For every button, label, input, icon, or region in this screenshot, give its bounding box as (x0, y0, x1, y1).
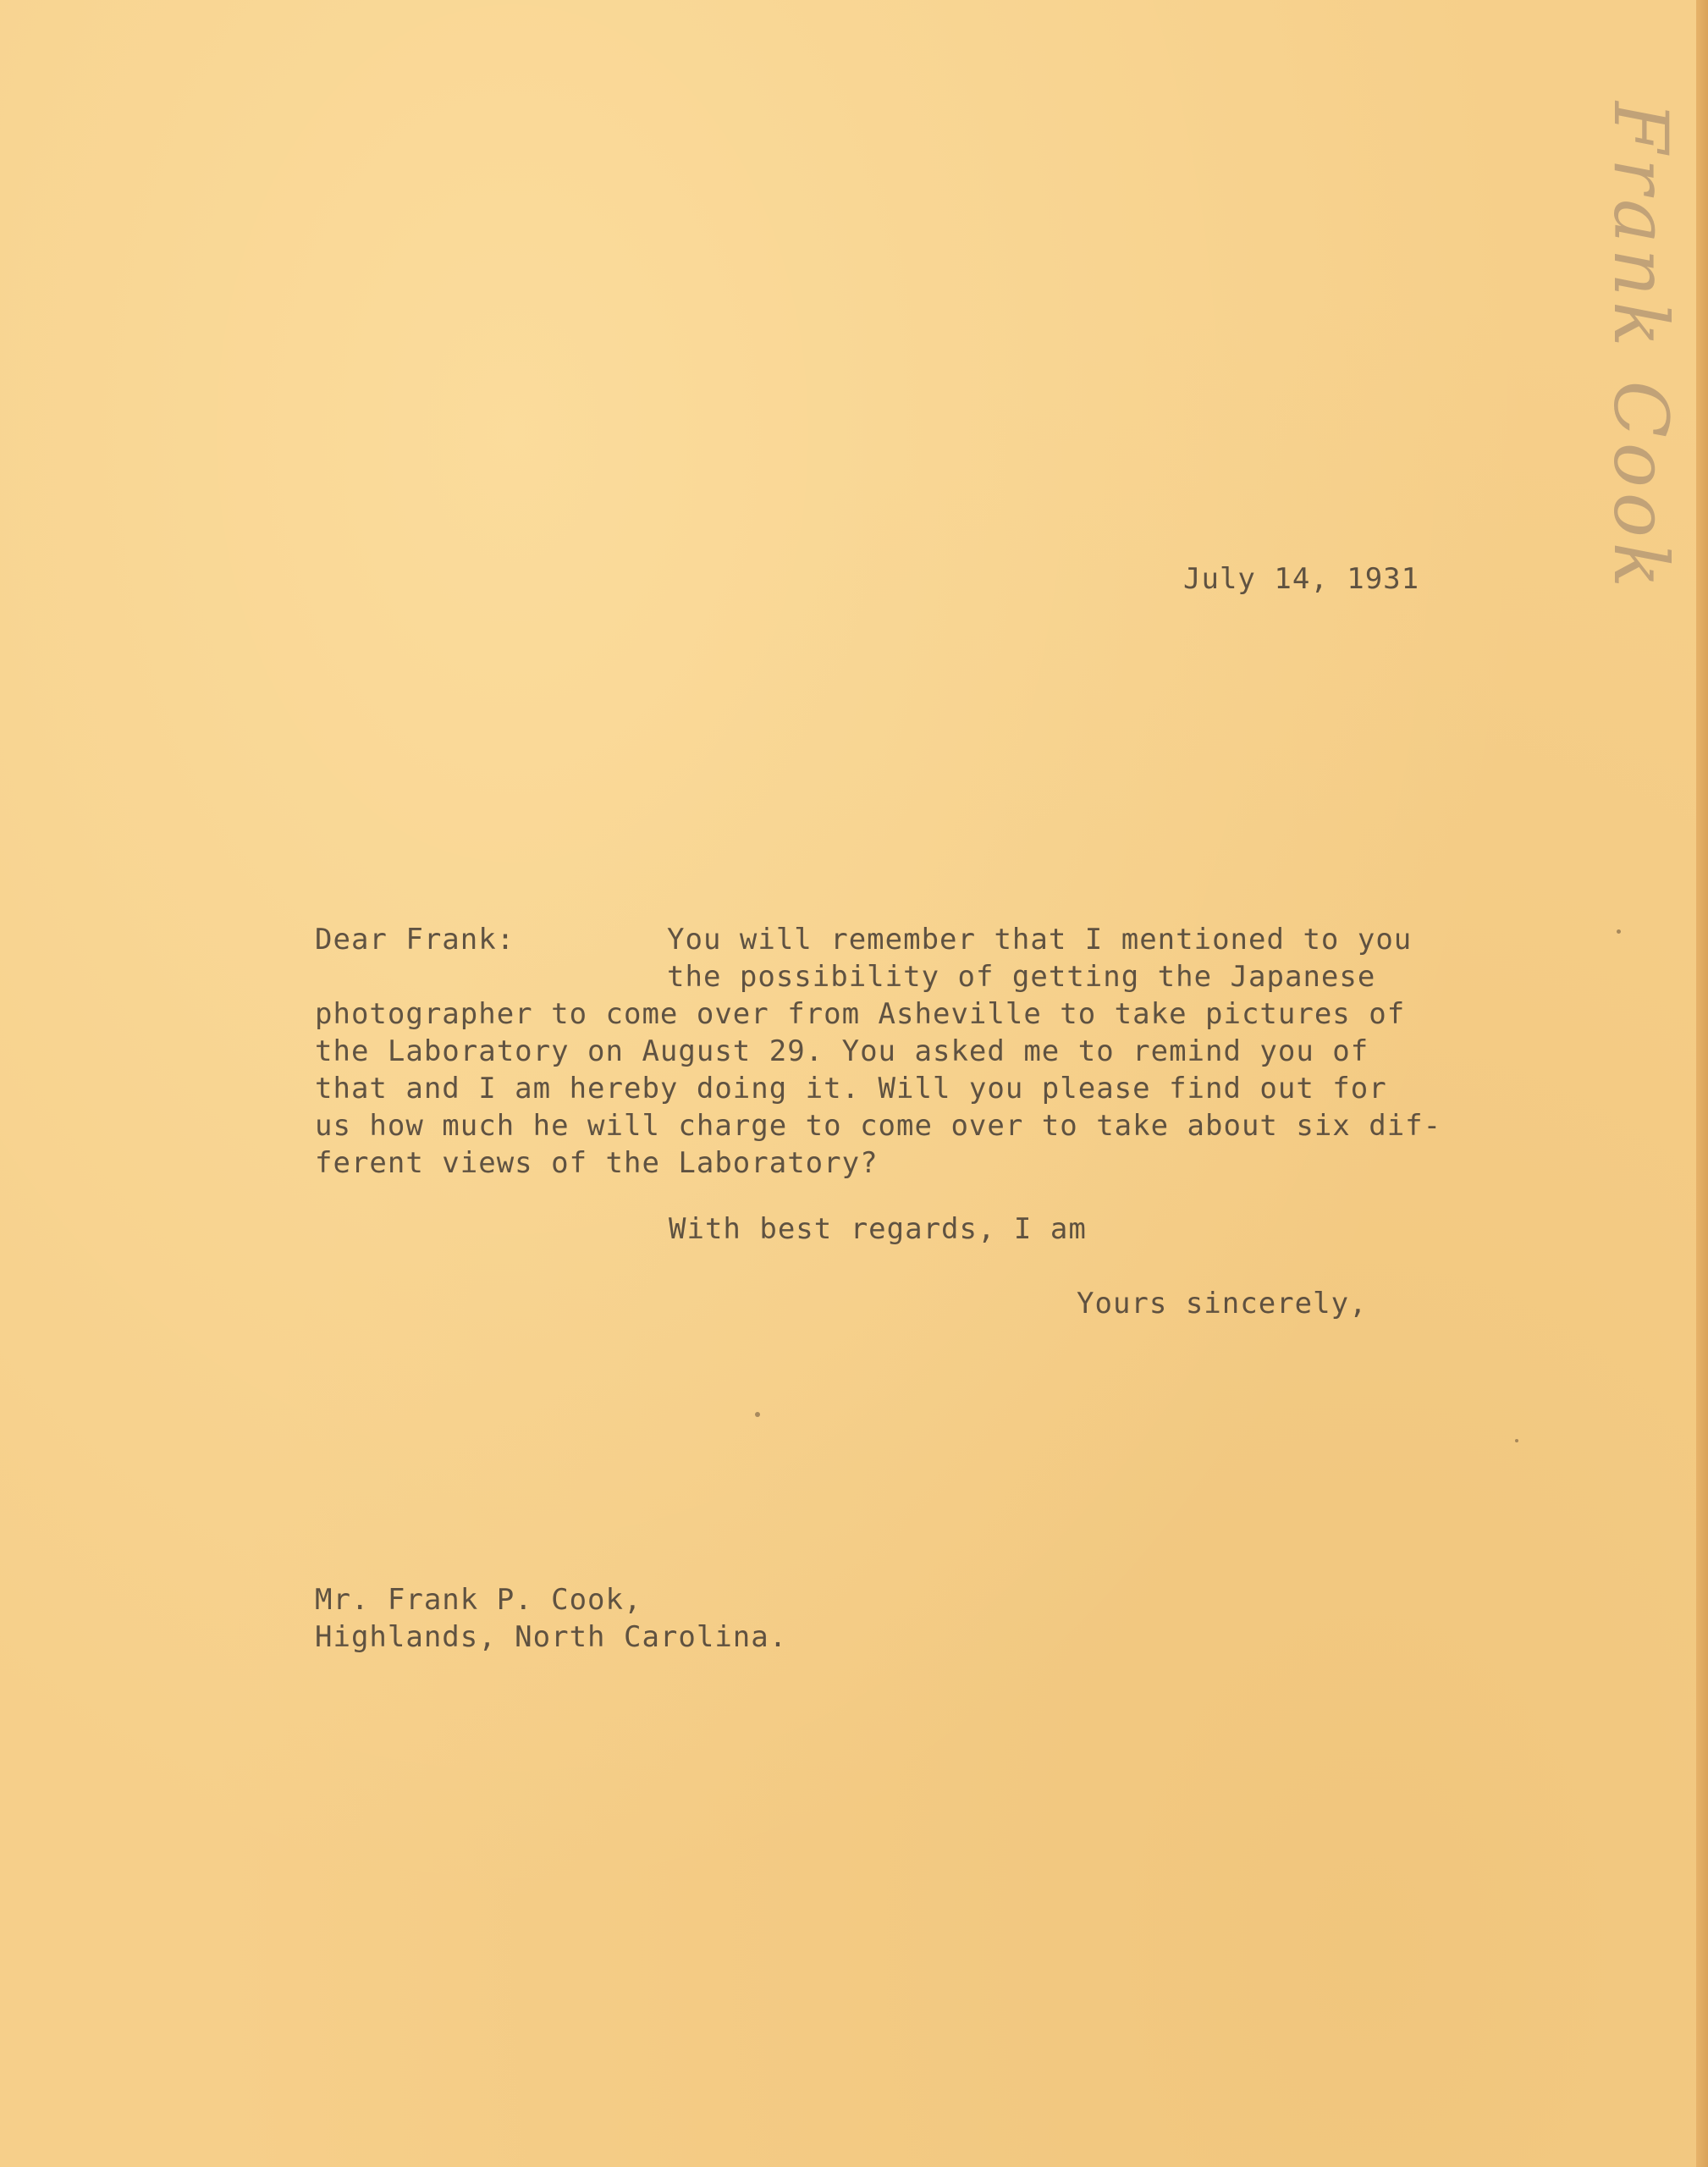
recipient-address: Highlands, North Carolina. (315, 1620, 788, 1654)
body-line: the Laboratory on August 29. You asked me to remind you of (315, 1034, 1369, 1068)
letter-closing: With best regards, I am (669, 1212, 1087, 1246)
body-line: that and I am hereby doing it. Will you please find out for (315, 1072, 1387, 1106)
handwritten-margin-note: Frank Cook (1597, 102, 1684, 593)
letter-date: July 14, 1931 (1183, 562, 1420, 596)
paper-speck (1617, 929, 1621, 934)
letter-valediction: Yours sincerely, (1077, 1287, 1368, 1321)
paper-edge (1696, 0, 1708, 2167)
paper-speck (755, 1412, 760, 1417)
body-line: photographer to come over from Asheville to take pictures of (315, 997, 1406, 1031)
paper-speck (1515, 1439, 1518, 1442)
letter-salutation: Dear Frank: (315, 923, 515, 957)
recipient-name: Mr. Frank P. Cook, (315, 1583, 642, 1617)
body-line: You will remember that I mentioned to you (667, 923, 1413, 957)
body-line: the possibility of getting the Japanese (667, 960, 1376, 994)
body-line: ferent views of the Laboratory? (315, 1146, 879, 1180)
body-line: us how much he will charge to come over to take about six dif- (315, 1109, 1442, 1143)
